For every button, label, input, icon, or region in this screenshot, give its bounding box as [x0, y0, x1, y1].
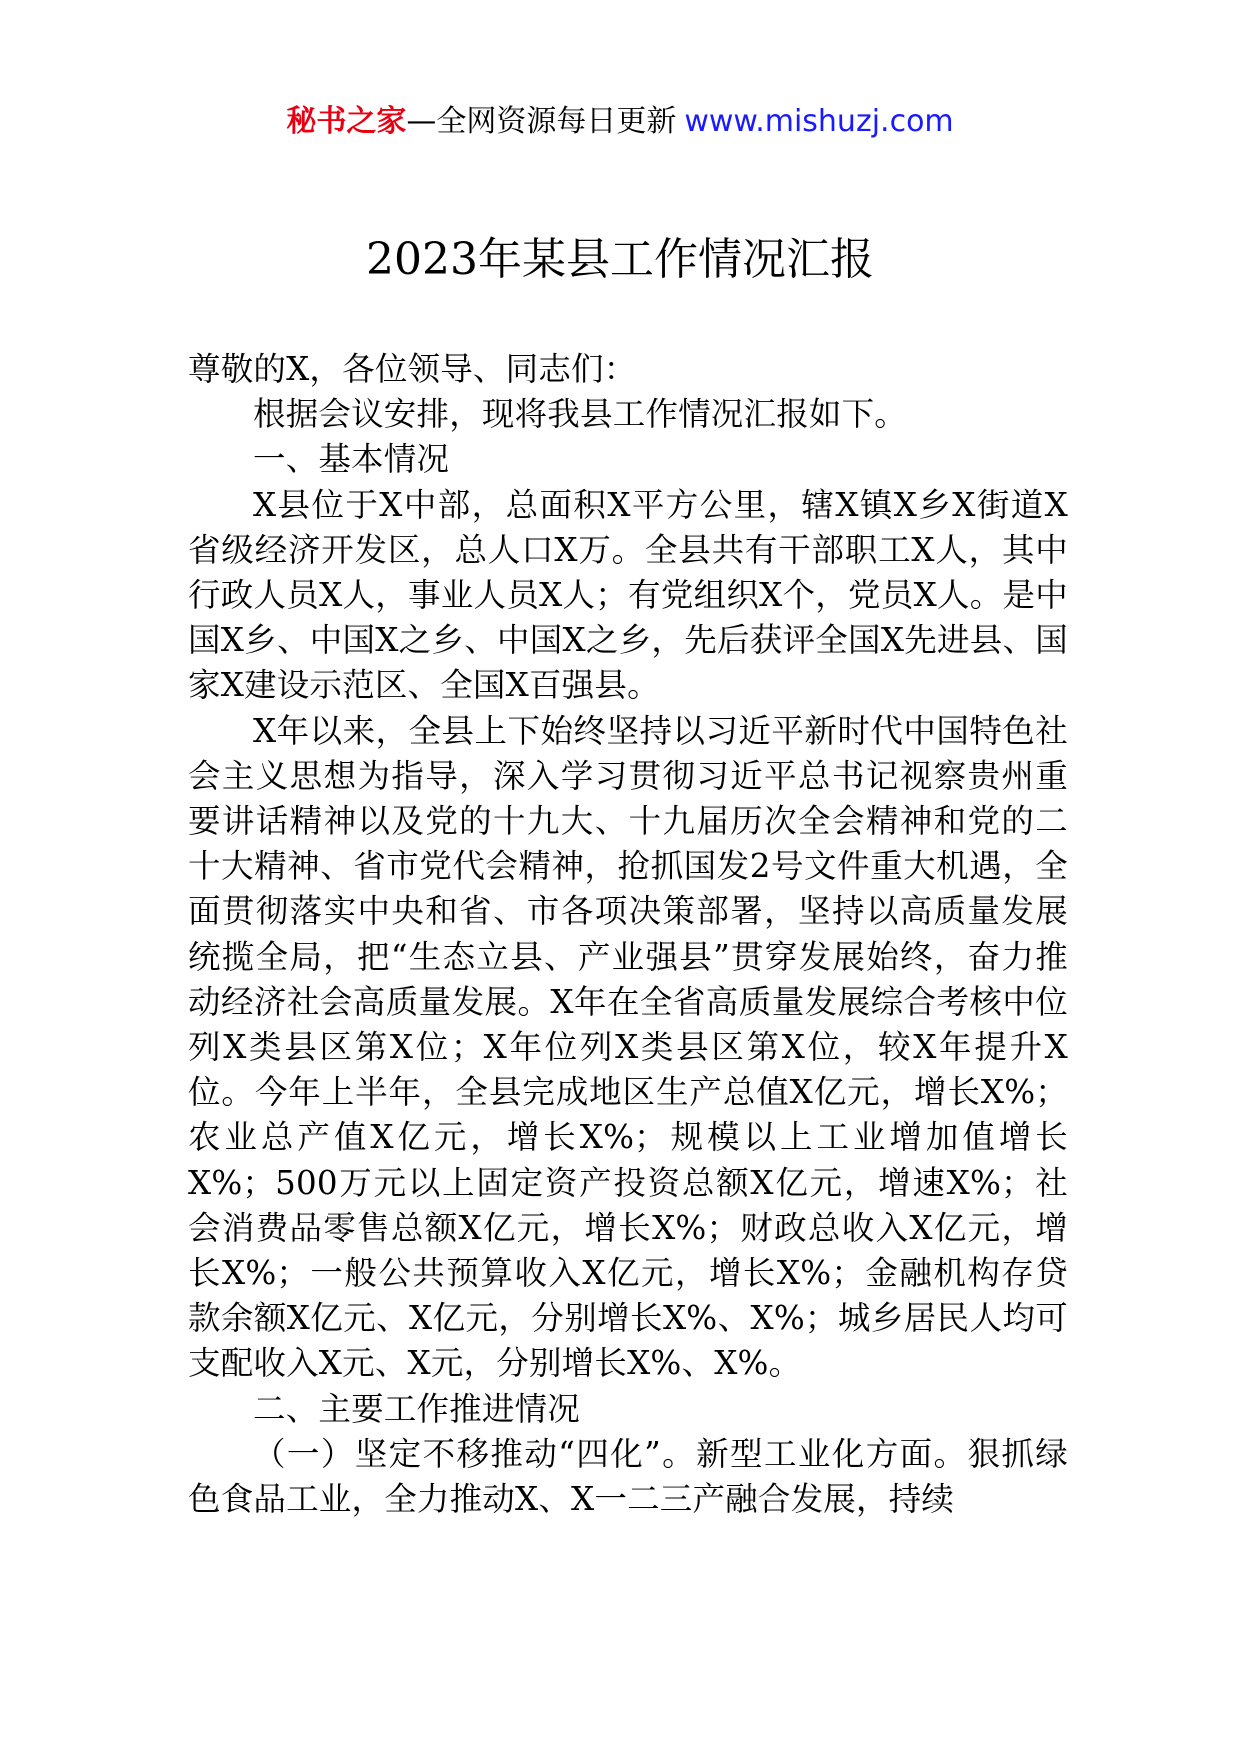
work-paragraph: （一）坚定不移推动“四化”。新型工业化方面。狠抓绿色食品工业，全力推动X、X一二三产融合发展，持续: [188, 1434, 1068, 1519]
section-heading-work: 二、主要工作推进情况: [253, 1389, 581, 1428]
document-title: 2023年某县工作情况汇报: [366, 234, 874, 285]
site-brand: 秘书之家: [286, 104, 407, 139]
intro-paragraph: 根据会议安排，现将我县工作情况汇报如下。: [253, 395, 908, 434]
site-slogan: —全网资源每日更新: [406, 104, 677, 139]
development-paragraph: X年以来，全县上下始终坚持以习近平新时代中国特色社会主义思想为指导，深入学习贯彻习近平总书记视察贵州重要讲话精神以及党的十九大、十九届历次全会精神和党的二十大精神、省市党代会精神，抢抓国发2号文件重大机遇，全面贯彻落实中央和省、市各项决策部署，坚持以高质量发展统揽全局，把“生态立县、产业强县”贯穿发展始终，奋力推动经济社会高质量发展。X年在全省高质量发展综合考核中位列X类县区第X位；X年位列X类县区第X位，较X年提升X位。今年上半年，全县完成地区生产总值X亿元，增长X%；农业总产值X亿元，增长X%；规模以上工业增加值增长X%；500万元以上固定资产投资总额X亿元，增速X%；社会消费品零售总额X亿元，增长X%；财政总收入X亿元，增长X%；一般公共预算收入X亿元，增长X%；金融机构存贷款余额X亿元、X亿元，分别增长X%、X%；城乡居民人均可支配收入X元、X元，分别增长X%、X%。: [188, 711, 1068, 1383]
basic-info-paragraph: X县位于X中部，总面积X平方公里，辖X镇X乡X街道X省级经济开发区，总人口X万。全县共有干部职工X人，其中行政人员X人，事业人员X人；有党组织X个，党员X人。是中国X乡、中国X之乡、中国X之乡，先后获评全国X先进县、国家X建设示范区、全国X百强县。: [188, 485, 1068, 705]
section-heading-basic: 一、基本情况: [253, 440, 450, 479]
site-url-link[interactable]: www.mishuzj.com: [684, 104, 954, 139]
site-header: [0, 102, 1240, 142]
salutation: 尊敬的X，各位领导、同志们：: [188, 350, 637, 388]
document-body: [188, 347, 1068, 1522]
